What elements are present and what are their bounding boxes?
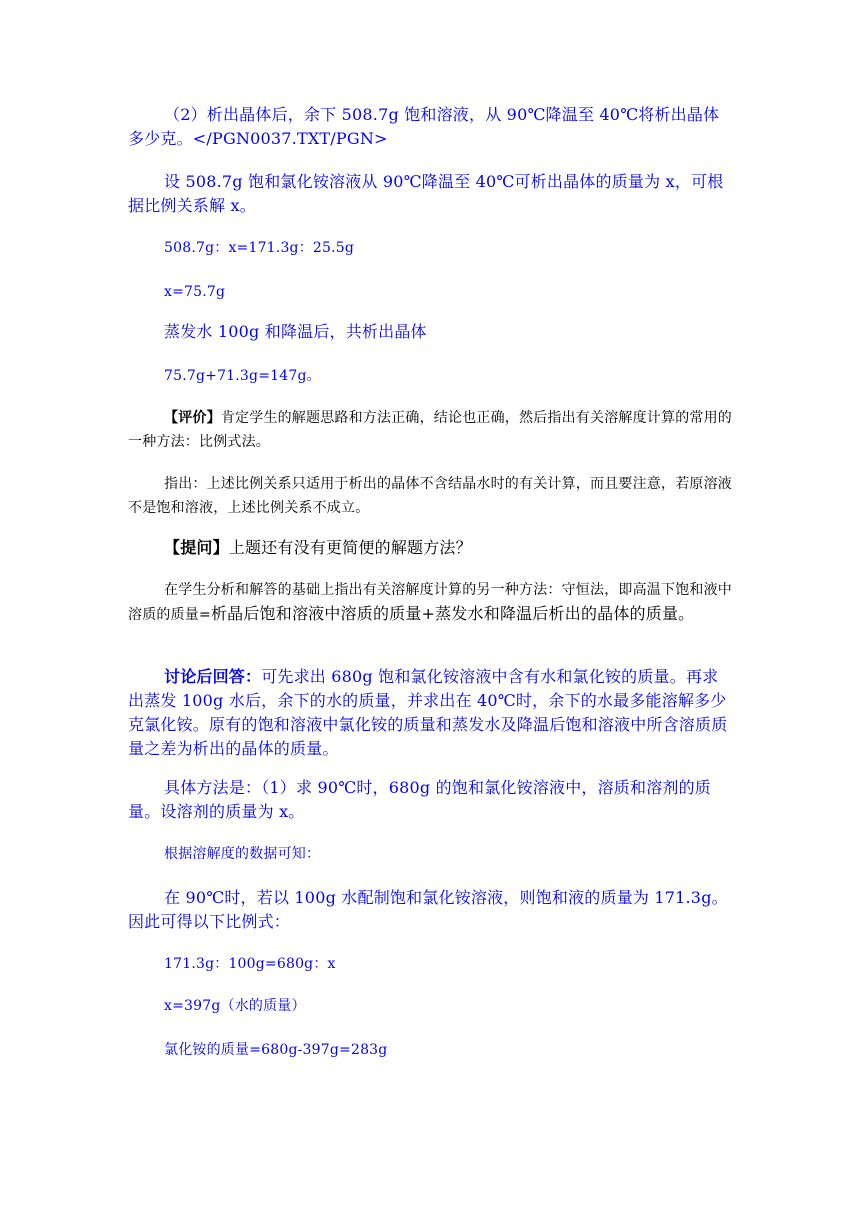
- preparation-text: 在 90℃时，若以 100g 水配制饱和氯化铵溶液，则饱和液的质量为 171.3g。因此可得以下比例式：: [128, 888, 728, 931]
- evaluation-paragraph: [128, 406, 733, 454]
- ammonium-chloride-mass-text: 氯化铵的质量=680g-397g=283g: [164, 1042, 388, 1058]
- solubility-data-text: 根据溶解度的数据可知：: [164, 846, 321, 862]
- proportion-equation: [128, 236, 733, 260]
- conservation-paragraph: [128, 578, 733, 627]
- solution-setup: [128, 170, 733, 218]
- question-label: 【提问】: [164, 538, 229, 557]
- x-result-text: x=75.7g: [164, 284, 226, 300]
- question-text: 上题还有没有更简便的解题方法？: [228, 538, 472, 557]
- method-label: 具体方法是：: [164, 778, 262, 797]
- water-mass-text: x=397g（水的质量）: [164, 998, 306, 1014]
- total-crystal-intro: [128, 320, 733, 344]
- conservation-text-b: 析晶后饱和溶液中溶质的质量+蒸发水和降温后析出的晶体的质量。: [210, 604, 695, 623]
- question-part-2-text: （2）析出晶体后，余下 508.7g 饱和溶液，从 90℃降温至 40℃将析出晶体多少克。</PGN0037.TXT/PGN>: [128, 105, 720, 148]
- water-mass-result: [128, 994, 733, 1018]
- question-part-2: [128, 103, 733, 151]
- total-crystal-sum-text: 75.7g+71.3g=147g。: [164, 368, 321, 384]
- discussion-text: 可先求出 680g 饱和氯化铵溶液中含有水和氯化铵的质量。再求出蒸发 100g 水后，余下的水的质量，并求出在 40℃时，余下的水最多能溶解多少克氯化铵。原有的饱和溶液中氯化铵的质量和蒸发水及降温后饱和溶液中所含溶质质量之差为析出的晶体的质量。: [128, 667, 728, 758]
- note-paragraph: [128, 472, 733, 520]
- ratio-equation: [128, 952, 733, 976]
- discussion-label: 讨论后回答：: [164, 667, 262, 686]
- ammonium-chloride-mass: [128, 1038, 733, 1062]
- note-text: 指出：上述比例关系只适用于析出的晶体不含结晶水时的有关计算，而且要注意，若原溶液不是饱和溶液，上述比例关系不成立。: [128, 476, 732, 516]
- method-text: （1）求 90℃时，680g 的饱和氯化铵溶液中，溶质和溶剂的质量。设溶剂的质量为 x。: [128, 778, 711, 821]
- discussion-answer: [128, 665, 733, 761]
- question-paragraph: [128, 536, 733, 560]
- proportion-equation-text: 508.7g：x=171.3g：25.5g: [164, 240, 355, 256]
- ratio-equation-text: 171.3g：100g=680g：x: [164, 956, 336, 972]
- solution-setup-text: 设 508.7g 饱和氯化铵溶液从 90℃降温至 40℃可析出晶体的质量为 x，可根据比例关系解 x。: [128, 172, 724, 215]
- solubility-data-line: [128, 842, 733, 866]
- x-result: [128, 280, 733, 304]
- total-crystal-intro-text: 蒸发水 100g 和降温后，共析出晶体: [164, 322, 427, 341]
- preparation-paragraph: [128, 886, 733, 934]
- method-paragraph: [128, 776, 733, 824]
- evaluation-label: 【评价】: [164, 410, 221, 426]
- evaluation-text: 肯定学生的解题思路和方法正确，结论也正确，然后指出有关溶解度计算的常用的一种方法：比例式法。: [128, 410, 733, 450]
- conservation-text-a: 在学生分析和解答的基础上指出有关溶解度计算的另一种方法：守恒法，即高温下饱和液中溶质的质量=: [128, 582, 732, 623]
- total-crystal-sum: [128, 364, 733, 388]
